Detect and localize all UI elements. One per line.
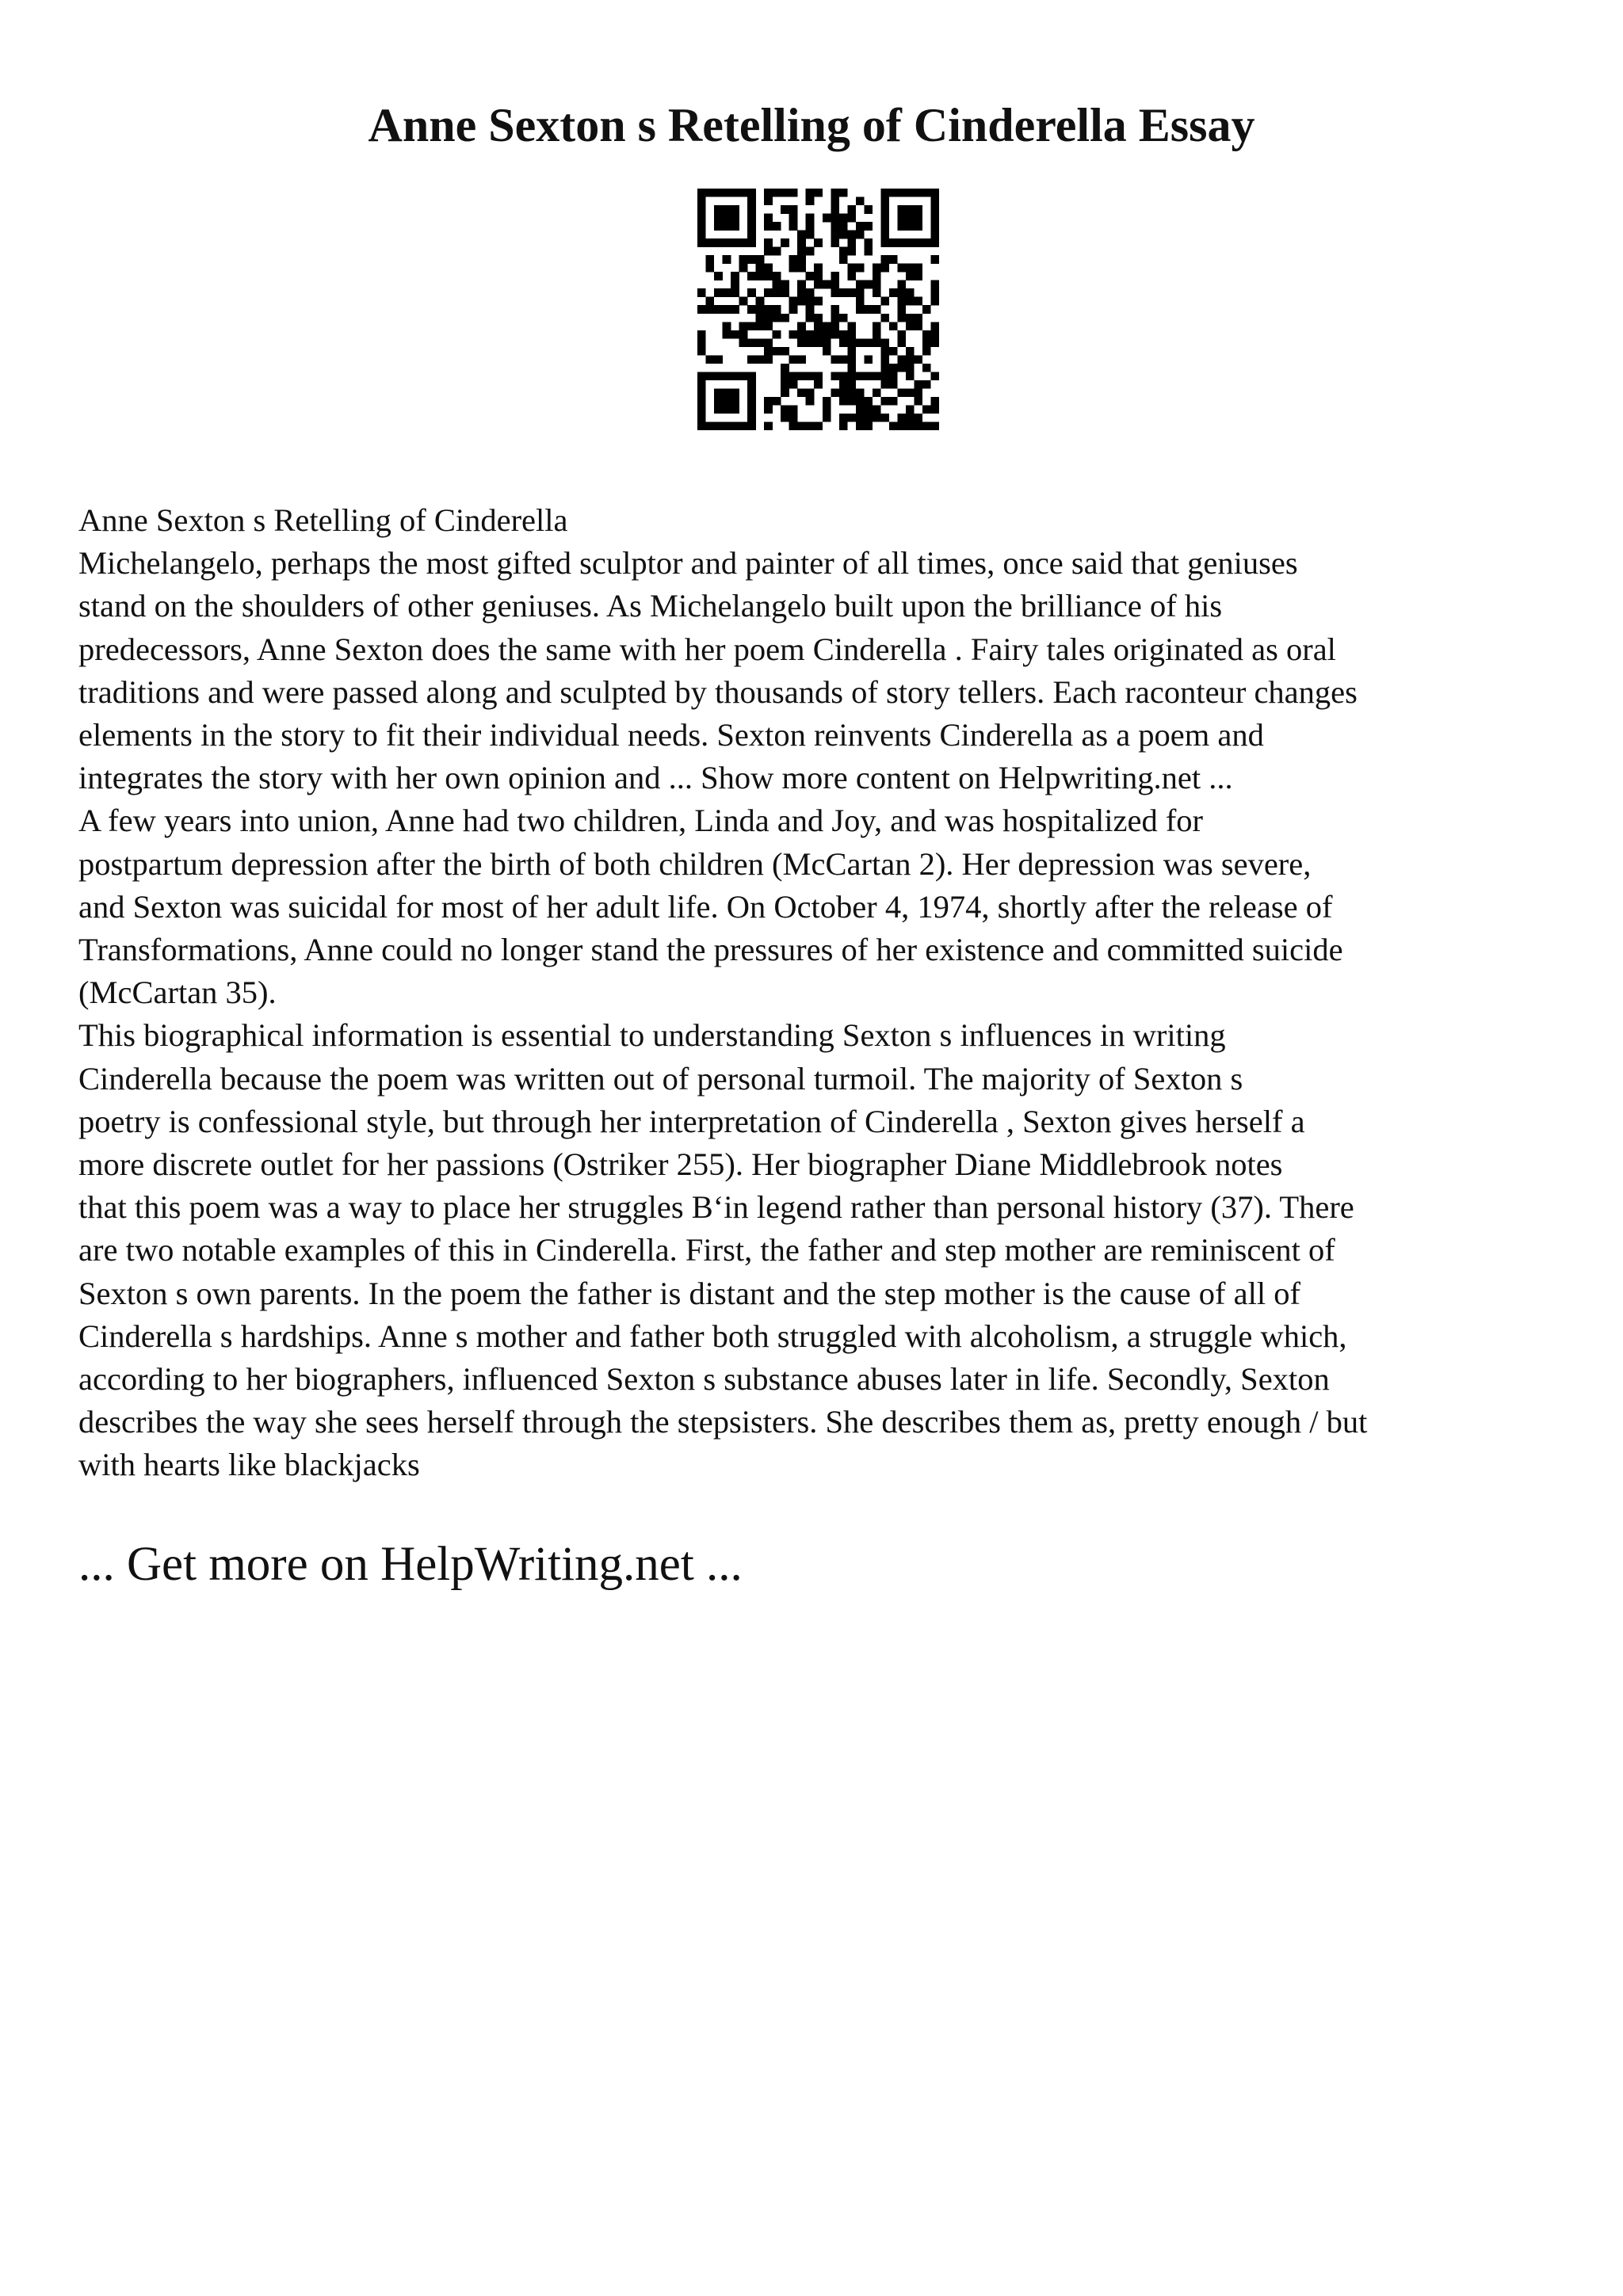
- essay-line: according to her biographers, influenced Sexton s substance abuses later in life. Secondly, Sexton: [78, 1361, 1330, 1398]
- essay-line: describes the way she sees herself through the stepsisters. She describes them as, pretty enough / but: [78, 1404, 1368, 1440]
- essay-line: are two notable examples of this in Cinderella. First, the father and step mother are reminiscent of: [78, 1232, 1335, 1268]
- essay-body: [78, 499, 1568, 1487]
- essay-line: and Sexton was suicidal for most of her adult life. On October 4, 1974, shortly after the release of: [78, 888, 1333, 925]
- qr-code: [697, 189, 939, 430]
- essay-line: that this poem was a way to place her struggles B‘in legend rather than personal history (37). There: [78, 1189, 1354, 1226]
- essay-line: Anne Sexton s Retelling of Cinderella: [78, 502, 568, 538]
- essay-line: Cinderella s hardships. Anne s mother and father both struggled with alcoholism, a struggle which,: [78, 1318, 1347, 1354]
- essay-line: poetry is confessional style, but through her interpretation of Cinderella , Sexton gives herself a: [78, 1103, 1305, 1139]
- essay-line: This biographical information is essential to understanding Sexton s influences in writing: [78, 1017, 1226, 1054]
- essay-line: with hearts like blackjacks: [78, 1447, 420, 1483]
- essay-line: integrates the story with her own opinion and ... Show more content on Helpwriting.net ...: [78, 760, 1233, 796]
- essay-line: elements in the story to fit their individual needs. Sexton reinvents Cinderella as a poem and: [78, 717, 1264, 753]
- essay-line: predecessors, Anne Sexton does the same with her poem Cinderella . Fairy tales originated as oral: [78, 631, 1336, 667]
- essay-line: traditions and were passed along and sculpted by thousands of story tellers. Each raconteur changes: [78, 673, 1358, 710]
- essay-line: (McCartan 35).: [78, 974, 277, 1011]
- essay-line: Transformations, Anne could no longer stand the pressures of her existence and committed suicide: [78, 932, 1343, 968]
- essay-line: A few years into union, Anne had two children, Linda and Joy, and was hospitalized for: [78, 803, 1204, 839]
- get-more-link[interactable]: ... Get more on HelpWriting.net ...: [78, 1538, 743, 1591]
- essay-line: postpartum depression after the birth of both children (McCartan 2). Her depression was severe,: [78, 845, 1312, 882]
- essay-line: stand on the shoulders of other geniuses. As Michelangelo built upon the brilliance of his: [78, 588, 1223, 624]
- essay-line: Michelangelo, perhaps the most gifted sculptor and painter of all times, once said that geniuses: [78, 545, 1298, 582]
- essay-line: more discrete outlet for her passions (Ostriker 255). Her biographer Diane Middlebrook notes: [78, 1146, 1283, 1183]
- essay-line: Sexton s own parents. In the poem the father is distant and the step mother is the cause of all of: [78, 1275, 1300, 1311]
- document-title: Anne Sexton s Retelling of Cinderella Essay: [368, 99, 1255, 151]
- essay-line: Cinderella because the poem was written out of personal turmoil. The majority of Sexton s: [78, 1060, 1243, 1097]
